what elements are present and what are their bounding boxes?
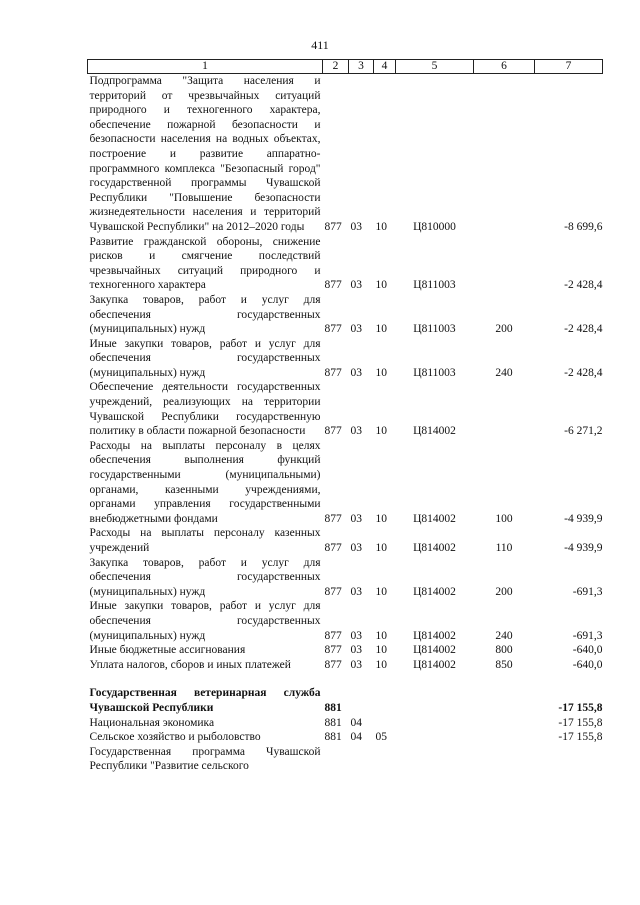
row-expense-type-cell: 240 — [495, 366, 513, 379]
row-code-cell — [323, 745, 349, 774]
row-subsection-cell: 10 — [375, 629, 387, 642]
budget-table — [87, 59, 603, 774]
row-section-cell: 03 — [350, 644, 362, 657]
row-section-cell — [349, 745, 374, 774]
page-number: 411 — [311, 38, 329, 52]
table-row — [88, 745, 603, 774]
table-row — [88, 235, 603, 293]
header-col-5: 5 — [396, 60, 474, 74]
row-target-article-cell: Ц814002 — [413, 512, 456, 525]
row-target-article-cell: Ц814002 — [413, 425, 456, 438]
row-code-cell: 881 — [324, 731, 342, 744]
row-expense-type-cell: 100 — [495, 512, 513, 525]
table-row — [88, 730, 603, 745]
row-name-cell: Закупка товаров, работ и услуг для обеспечения государственных (муниципальных) нужд — [89, 556, 321, 598]
row-subsection-cell — [374, 745, 396, 774]
row-section-cell: 03 — [350, 585, 362, 598]
header-col-7: 7 — [535, 60, 603, 74]
header-col-4: 4 — [374, 60, 396, 74]
row-name-cell: Иные закупки товаров, работ и услуг для обеспечения государственных (муниципальных) нужд — [89, 337, 321, 379]
table-row — [88, 293, 603, 337]
row-amount-cell: -2 428,4 — [564, 279, 603, 292]
row-expense-type-cell — [474, 745, 535, 774]
row-expense-type-cell: 800 — [495, 644, 513, 657]
row-code-cell: 877 — [324, 279, 342, 292]
row-name-cell: Уплата налогов, сборов и иных платежей — [89, 658, 291, 671]
row-subsection-cell: 10 — [375, 644, 387, 657]
row-subsection-cell: 10 — [375, 323, 387, 336]
table-row — [88, 439, 603, 527]
row-code-cell: 877 — [324, 644, 342, 657]
row-expense-type-cell — [474, 716, 535, 731]
table-row — [88, 556, 603, 600]
spacer-cell — [88, 672, 603, 686]
row-amount-cell — [535, 745, 603, 774]
row-name-cell: Национальная экономика — [89, 716, 215, 729]
table-row — [88, 526, 603, 555]
row-section-cell: 04 — [350, 716, 362, 729]
row-name-cell: Развитие гражданской обороны, снижение рисков и смягчение последствий чрезвычайных ситуаций природного и техногенного характера — [89, 235, 321, 292]
row-target-article-cell: Ц814002 — [413, 585, 456, 598]
row-target-article-cell — [396, 716, 474, 731]
header-row — [88, 60, 603, 74]
row-section-cell: 03 — [350, 220, 362, 233]
row-expense-type-cell: 200 — [495, 585, 513, 598]
table-row — [88, 658, 603, 673]
row-code-cell: 877 — [324, 585, 342, 598]
row-code-cell: 881 — [324, 701, 342, 714]
row-amount-cell: -6 271,2 — [564, 425, 603, 438]
row-expense-type-cell: 240 — [495, 629, 513, 642]
row-expense-type-cell: 850 — [495, 658, 513, 671]
row-expense-type-cell — [474, 380, 535, 438]
row-expense-type-cell: 110 — [495, 542, 513, 554]
header-col-1: 1 — [88, 60, 323, 74]
row-section-cell: 03 — [350, 425, 362, 438]
row-expense-type-cell — [474, 74, 535, 235]
row-amount-cell: -17 155,8 — [558, 716, 603, 729]
row-amount-cell: -4 939,9 — [564, 542, 603, 554]
row-amount-cell: -2 428,4 — [564, 366, 603, 379]
table-row — [88, 74, 603, 235]
row-target-article-cell: Ц811003 — [413, 279, 456, 292]
row-code-cell: 877 — [324, 629, 342, 642]
row-code-cell: 877 — [324, 542, 342, 554]
row-name-cell: Государственная программа Чувашской Республики "Развитие сельского — [89, 745, 321, 773]
row-subsection-cell: 10 — [375, 425, 387, 438]
table-row — [88, 380, 603, 438]
row-amount-cell: -17 155,8 — [558, 701, 603, 714]
row-subsection-cell: 10 — [375, 542, 387, 554]
row-name-cell: Расходы на выплаты персоналу в целях обеспечения выполнения функций государственными (муниципальными) органами, казенными учреждениями, органами управления государственными внебюджетными фондами — [89, 439, 321, 525]
table-body — [88, 74, 603, 774]
row-code-cell: 877 — [324, 366, 342, 379]
row-section-cell: 03 — [350, 366, 362, 379]
row-target-article-cell — [396, 730, 474, 745]
row-amount-cell: -8 699,6 — [564, 220, 603, 233]
header-col-3: 3 — [349, 60, 374, 74]
row-target-article-cell: Ц814002 — [413, 542, 456, 554]
row-subsection-cell — [374, 686, 396, 715]
row-subsection-cell: 10 — [375, 220, 387, 233]
row-section-cell: 04 — [350, 731, 362, 744]
row-section-cell: 03 — [350, 629, 362, 642]
row-target-article-cell: Ц814002 — [413, 629, 456, 642]
row-target-article-cell: Ц810000 — [413, 220, 456, 233]
row-amount-cell: -640,0 — [572, 644, 603, 657]
row-name-cell: Иные закупки товаров, работ и услуг для обеспечения государственных (муниципальных) нужд — [89, 600, 321, 642]
table-row — [88, 716, 603, 731]
row-subsection-cell: 10 — [375, 279, 387, 292]
row-code-cell: 877 — [324, 425, 342, 438]
row-target-article-cell: Ц811003 — [413, 323, 456, 336]
row-amount-cell: -640,0 — [572, 658, 603, 671]
table-row — [88, 672, 603, 686]
row-name-cell: Расходы на выплаты персоналу казенных учреждений — [89, 527, 321, 554]
row-amount-cell: -4 939,9 — [564, 512, 603, 525]
row-expense-type-cell — [474, 686, 535, 715]
row-name-cell: Иные бюджетные ассигнования — [89, 644, 246, 657]
row-amount-cell: -691,3 — [572, 629, 603, 642]
row-section-cell — [349, 686, 374, 715]
row-expense-type-cell: 200 — [495, 323, 513, 336]
row-section-cell: 03 — [350, 279, 362, 292]
row-name-cell: Сельское хозяйство и рыболовство — [89, 731, 261, 744]
header-col-6: 6 — [474, 60, 535, 74]
table-row — [88, 337, 603, 381]
row-target-article-cell — [396, 686, 474, 715]
table-row — [88, 643, 603, 658]
row-section-cell: 03 — [350, 658, 362, 671]
row-name-cell: Закупка товаров, работ и услуг для обеспечения государственных (муниципальных) нужд — [89, 293, 321, 336]
row-subsection-cell: 10 — [375, 366, 387, 379]
row-name-cell: Обеспечение деятельности государственных учреждений, реализующих на территории Чувашской Республики государственную политику в области пожарной безопасности — [89, 381, 321, 438]
row-section-cell: 03 — [350, 323, 362, 336]
row-expense-type-cell — [474, 730, 535, 745]
row-section-cell: 03 — [350, 542, 362, 554]
row-code-cell: 877 — [324, 658, 342, 671]
row-target-article-cell: Ц811003 — [413, 366, 456, 379]
row-expense-type-cell — [474, 235, 535, 293]
row-target-article-cell: Ц814002 — [413, 644, 456, 657]
table-row — [88, 686, 603, 715]
row-code-cell: 877 — [324, 512, 342, 525]
row-name-cell: Подпрограмма "Защита населения и территорий от чрезвычайных ситуаций природного и техногенного характера, обеспечение пожарной безопасности и безопасности населения на водных объектах, построение и развитие аппаратно-программного комплекса "Безопасный город" государственной программы Чувашской Республики "Повышение безопасности жизнедеятельности населения и территорий Чувашской Республики" на 2012–2020 годы — [89, 75, 321, 233]
row-subsection-cell — [374, 716, 396, 731]
row-target-article-cell: Ц814002 — [413, 658, 456, 671]
row-section-cell: 03 — [350, 512, 362, 525]
row-target-article-cell — [396, 745, 474, 774]
header-col-2: 2 — [323, 60, 349, 74]
row-subsection-cell: 10 — [375, 512, 387, 525]
row-amount-cell: -691,3 — [572, 585, 603, 598]
row-code-cell: 877 — [324, 220, 342, 233]
row-code-cell: 877 — [324, 323, 342, 336]
row-subsection-cell: 05 — [375, 731, 387, 744]
row-subsection-cell: 10 — [375, 585, 387, 598]
row-name-cell: Государственная ветеринарная служба Чувашской Республики — [89, 687, 321, 714]
row-subsection-cell: 10 — [375, 658, 387, 671]
table-row — [88, 599, 603, 643]
row-code-cell: 881 — [324, 716, 342, 729]
row-amount-cell: -2 428,4 — [564, 323, 603, 336]
row-amount-cell: -17 155,8 — [558, 731, 603, 744]
